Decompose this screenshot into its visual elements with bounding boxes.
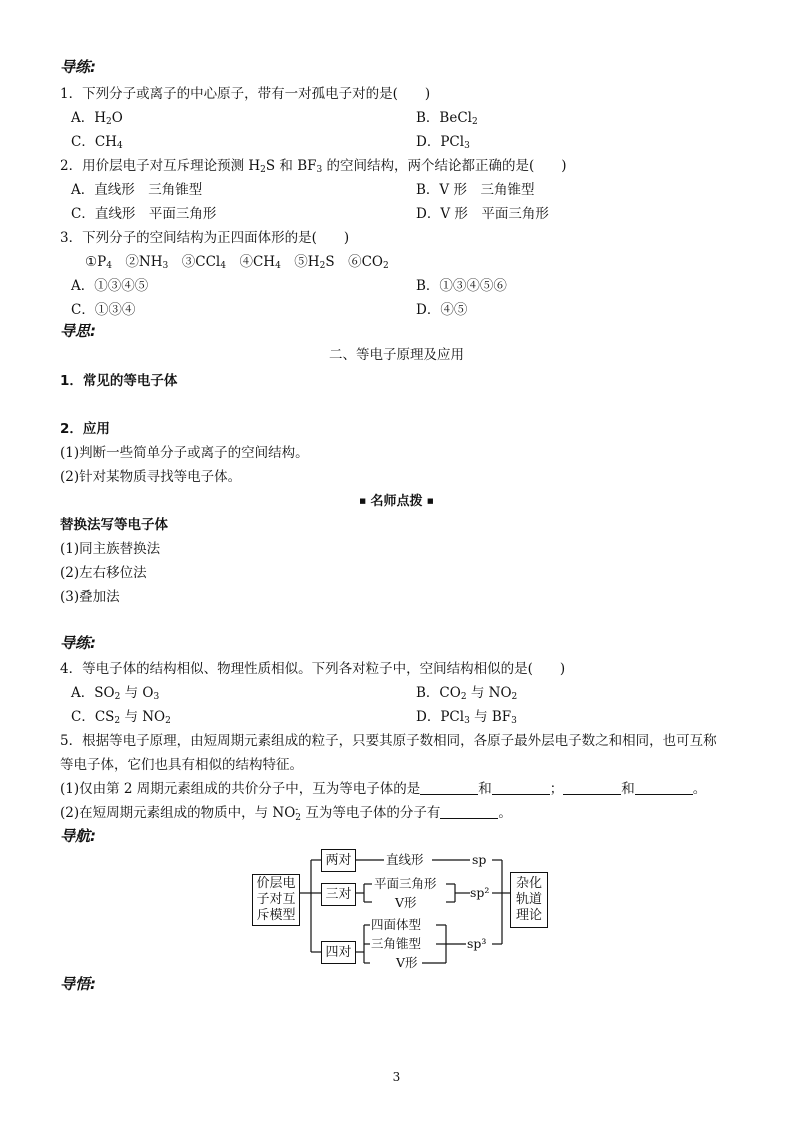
q1-option-a: A．$H_2O$	[71, 110, 123, 127]
q3-option-d: D．④⑤	[416, 302, 468, 318]
tip-bullet-right-icon: ■	[427, 497, 434, 505]
section-title: 二、等电子原理及应用	[329, 347, 464, 363]
shape-trigonal-planar: 平面三角形	[374, 876, 437, 891]
q4-option-d: D．PCl$_3$ 与 $BF_3$	[416, 709, 517, 726]
section-heading-navigate: 导航:	[60, 827, 96, 845]
hybrid-orbital-theory-box: 杂化 轨道 理论	[510, 872, 548, 928]
shape-tetrahedral: 四面体型	[371, 917, 422, 932]
section-heading-practice: 导练:	[60, 58, 96, 76]
section-heading-think: 导思:	[60, 322, 96, 340]
page-number: 3	[392, 1070, 401, 1084]
q3-option-c: C．①③④	[71, 302, 136, 318]
q1-option-c: C．$CH_4$	[71, 134, 123, 151]
two-pairs-box: 两对	[321, 849, 356, 872]
section-heading-reflect: 导悟:	[60, 975, 96, 993]
question-5-line-2: 等电子体，它们也具有相似的结构特征。	[60, 757, 303, 773]
q1-option-b: B．BeCl$_2$	[416, 110, 478, 127]
question-5-line-1: 5．根据等电子原理，由短周期元素组成的粒子，只要其原子数相同，各原子最外层电子数之和相同，也可互称	[60, 733, 717, 749]
shape-v-shaped-2: V形	[396, 955, 418, 970]
question-1-stem: 1．下列分子或离子的中心原子，带有一对孤电子对的是( )	[60, 86, 431, 102]
question-4-stem: 4．等电子体的结构相似、物理性质相似。下列各对粒子中，空间结构相似的是( )	[60, 661, 566, 677]
method-3: (3)叠加法	[60, 589, 120, 605]
tip-bullet-left-icon: ■	[359, 497, 366, 505]
q3-option-b: B．①③④⑤⑥	[416, 278, 507, 294]
q4-option-c: C．$CS_2$ 与 $NO_2$	[71, 709, 171, 726]
application-1: (1)判断一些简单分子或离子的空间结构。	[60, 445, 309, 461]
vsepr-model-box: 价层电 子对互 斥模型	[252, 874, 300, 926]
question-2-stem: 2．用价层电子对互斥理论预测 $H_2S$ 和 $BF_3$ 的空间结构，两个结论都正确的是( )	[60, 158, 567, 175]
q2-option-a: A．直线形 三角锥型	[71, 182, 203, 198]
q2-option-c: C．直线形 平面三角形	[71, 206, 217, 222]
three-pairs-box: 三对	[321, 883, 356, 906]
q2-option-b: B．V 形 三角锥型	[416, 182, 535, 198]
question-5-sub-2: (2)在短周期元素组成的物质中，与 NO - 2 互为等电子体的分子有 。	[60, 805, 512, 823]
section-heading-practice-2: 导练:	[60, 634, 96, 652]
hybrid-sp3: sp³	[467, 936, 487, 951]
q2-option-d: D．V 形 平面三角形	[416, 206, 549, 222]
four-pairs-box: 四对	[321, 941, 356, 964]
q3-option-a: A．①③④⑤	[71, 278, 149, 294]
shape-trigonal-pyramidal: 三角锥型	[371, 936, 422, 951]
question-5-sub-1: (1)仅由第 2 周期元素组成的共价分子中，互为等电子体的是 和 ； 和 。	[60, 781, 707, 797]
q4-option-b: B．$CO_2$ 与 $NO_2$	[416, 685, 518, 702]
teacher-tip-title: ■ 名师点拨 ■	[359, 494, 434, 509]
method-1: (1)同主族替换法	[60, 541, 161, 557]
question-3-stem: 3．下列分子的空间结构为正四面体形的是( )	[60, 230, 350, 246]
hybrid-sp: sp	[472, 852, 487, 867]
hybrid-sp2: sp²	[470, 885, 490, 900]
q3-molecule-list: $①P_4$ $②NH_3$ ③CCl$_4$ $④CH_4$ $⑤H_2S$ $⑥CO_2$	[85, 254, 389, 271]
tip-subtitle: 替换法写等电子体	[60, 517, 168, 533]
item-application: 2．应用	[60, 421, 110, 437]
q4-option-a: A．$SO_2$ 与 $O_3$	[71, 685, 160, 702]
shape-v-shaped: V形	[395, 895, 417, 910]
item-common-isoelectronic: 1．常见的等电子体	[60, 373, 178, 389]
q1-option-d: D．PCl$_3$	[416, 134, 470, 151]
method-2: (2)左右移位法	[60, 565, 147, 581]
shape-linear: 直线形	[386, 852, 424, 867]
application-2: (2)针对某物质寻找等电子体。	[60, 469, 242, 485]
